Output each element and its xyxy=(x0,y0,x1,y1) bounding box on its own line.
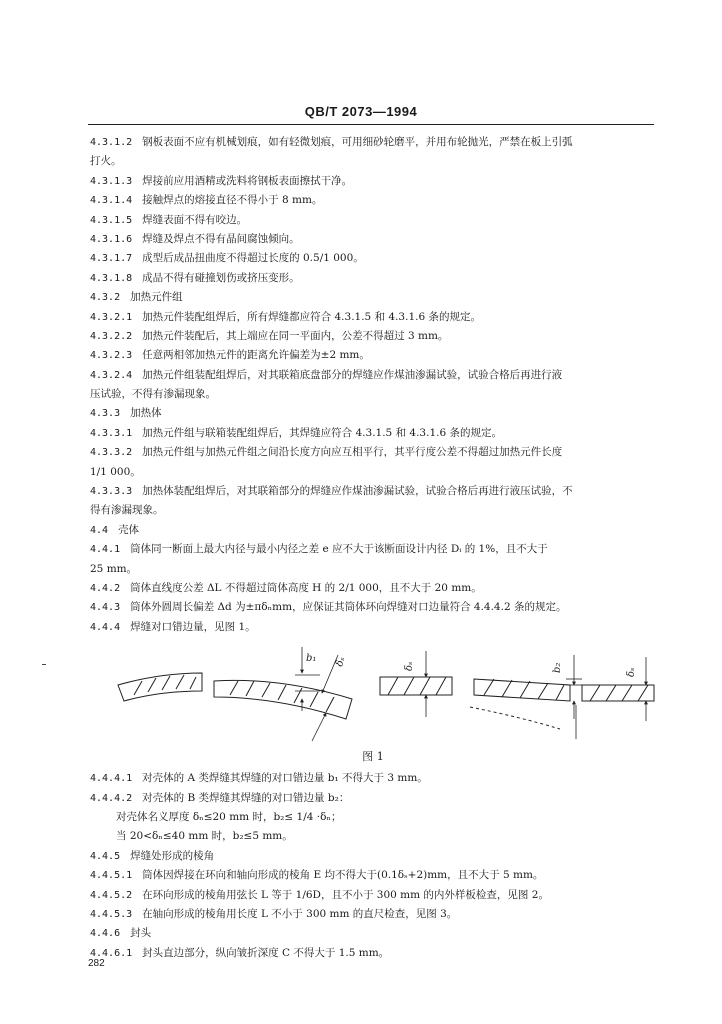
text-line xyxy=(90,404,656,423)
label-delta-s-middle: δₛ xyxy=(404,661,415,672)
clause-number: 4.4.3 xyxy=(90,602,121,614)
text-line xyxy=(90,133,656,152)
header-rule xyxy=(88,124,654,125)
clause-text: 加热体装配组焊后，对其联箱部分的焊缝应作煤油渗漏试验，试验合格后再进行液压试验，不 xyxy=(142,485,573,498)
text-line xyxy=(90,269,656,288)
clause-text: 在轴向形成的棱角用长度 L 不小于 300 mm 的直尺检查，见图 3。 xyxy=(142,907,458,920)
text-line xyxy=(90,230,656,249)
clause-number: 4.4.4 xyxy=(90,621,121,633)
text-line xyxy=(90,424,656,443)
b2-dimension xyxy=(426,651,646,739)
clause-text: 打火。 xyxy=(90,155,122,168)
clause-text: 成品不得有碰撞划伤或挤压变形。 xyxy=(142,271,300,284)
clause-text: 加热元件组与加热元件组之间沿长度方向应互相平行，其平行度公差不得超过加热元件长度 xyxy=(142,446,563,459)
text-line xyxy=(90,327,656,346)
text-line xyxy=(90,944,656,963)
clause-text: 当 20<δₙ≤40 mm 时，b₂≤5 mm。 xyxy=(116,830,293,843)
clause-number: 4.4.2 xyxy=(90,582,121,594)
text-line xyxy=(90,191,656,210)
clause-number: 4.3.2.2 xyxy=(90,330,133,342)
clause-text: 焊缝及焊点不得有晶间腐蚀倾向。 xyxy=(142,232,300,245)
clause-text: 筒体直线度公差 ΔL 不得超过筒体高度 H 的 2/1 000，且不大于 20 mm。 xyxy=(130,581,482,594)
text-line xyxy=(90,924,656,943)
text-line xyxy=(90,288,656,307)
clause-text: 封头直边部分，纵向皱折深度 C 不得大于 1.5 mm。 xyxy=(142,946,390,959)
page-header: QB/T 2073—1994 xyxy=(304,104,418,119)
text-line xyxy=(90,346,656,365)
clause-text: 对壳体名义厚度 δₙ≤20 mm 时，b₂≤ 1/4 ·δₙ； xyxy=(116,810,342,823)
text-line xyxy=(90,443,656,462)
clause-number: 4.4.5.1 xyxy=(90,870,133,882)
flat-plate-right xyxy=(582,685,654,701)
text-line xyxy=(90,847,656,866)
clause-number: 4.3.1.5 xyxy=(90,214,133,226)
clause-text: 筒体外圆周长偏差 Δd 为±πδₙmm，应保证其筒体环向焊缝对口边量符合 4.4.4.2 条的规定。 xyxy=(130,601,567,614)
label-delta-s-right: δₛ xyxy=(626,667,637,678)
clause-number: 4.3.2.1 xyxy=(90,311,133,323)
clause-number: 4.4.6 xyxy=(90,928,121,940)
clause-number: 4.4.5 xyxy=(90,850,121,862)
clause-number: 4.3.2.3 xyxy=(90,350,133,362)
flat-plate-middle-left xyxy=(380,677,452,695)
clause-number: 4.3.3.3 xyxy=(90,486,133,498)
clause-text: 在环向形成的棱角用弦长 L 等于 1/6D，且不小于 300 mm 的内外样板检查，见图 2。 xyxy=(142,888,549,901)
clause-text: 接触焊点的熔接直径不得小于 8 mm。 xyxy=(142,194,323,207)
figure-caption: 图 1 xyxy=(362,750,384,764)
flat-plate-middle-right xyxy=(470,679,570,729)
clause-text: 筒体同一断面上最大内径与最小内径之差 e 应不大于该断面设计内径 Dᵢ 的 1%，且不大于 xyxy=(130,543,548,556)
clause-number: 4.3.3 xyxy=(90,408,121,420)
clause-text: 成型后成品扭曲度不得超过长度的 0.5/1 000。 xyxy=(142,252,364,265)
clause-number: 4.4.4.1 xyxy=(90,773,133,785)
clause-text: 对壳体的 A 类焊缝其焊缝的对口错边量 b₁ 不得大于 3 mm。 xyxy=(142,772,428,785)
text-line xyxy=(90,598,656,617)
text-line xyxy=(90,540,656,559)
text-line xyxy=(90,789,656,808)
clause-text: 压试验，不得有渗漏现象。 xyxy=(90,388,216,401)
text-line xyxy=(90,482,656,501)
text-line xyxy=(90,501,656,520)
text-line xyxy=(90,521,656,540)
clause-number: 4.3.3.1 xyxy=(90,427,133,439)
clause-text: 筒体因焊接在环向和轴向形成的棱角 E 均不得大于(0.1δₛ+2)mm，且不大于 5 mm。 xyxy=(142,869,544,882)
clause-number: 4.3.1.6 xyxy=(90,233,133,245)
clause-number: 4.3.2.4 xyxy=(90,369,133,381)
margin-mark xyxy=(42,664,46,665)
clause-number: 4.4 xyxy=(90,524,109,536)
clause-text: 对壳体的 B 类焊缝其焊缝的对口错边量 b₂： xyxy=(142,791,350,804)
text-line xyxy=(90,827,656,846)
label-b1: b₁ xyxy=(306,653,317,665)
clause-text: 加热元件装配后，其上端应在同一平面内，公差不得超过 3 mm。 xyxy=(142,329,449,342)
clause-text: 任意两相邻加热元件的距离允许偏差为±2 mm。 xyxy=(142,349,370,362)
text-line xyxy=(90,172,656,191)
text-line xyxy=(90,905,656,924)
label-b2: b₂ xyxy=(552,662,563,674)
label-delta-s-left: δₛ xyxy=(334,656,348,668)
clause-text: 壳体 xyxy=(118,523,140,536)
clause-number: 4.3.2 xyxy=(90,292,121,304)
clause-number: 4.4.6.1 xyxy=(90,947,133,959)
clause-text: 封头 xyxy=(130,927,152,940)
text-line xyxy=(90,385,656,404)
clause-number: 4.3.1.8 xyxy=(90,272,133,284)
clause-number: 4.3.3.2 xyxy=(90,447,133,459)
document-body xyxy=(90,133,656,963)
clause-text: 加热元件组与联箱装配组焊后，其焊缝应符合 4.3.1.5 和 4.3.1.6 条的规定。 xyxy=(142,426,502,439)
clause-text: 25 mm。 xyxy=(90,562,138,575)
text-block-bottom xyxy=(90,769,656,963)
clause-text: 焊缝处形成的棱角 xyxy=(130,849,215,862)
clause-text: 加热元件装配组焊后，所有焊缝都应符合 4.3.1.5 和 4.3.1.6 条的规定。 xyxy=(142,310,481,323)
clause-text: 焊接前应用酒精或洗料将钢板表面擦拭干净。 xyxy=(142,174,353,187)
clause-text: 焊缝对口错边量，见图 1。 xyxy=(130,620,256,633)
text-line xyxy=(90,152,656,171)
text-line xyxy=(90,866,656,885)
clause-text: 加热元件组 xyxy=(130,291,183,304)
curved-plate-right xyxy=(214,681,352,720)
clause-number: 4.4.5.3 xyxy=(90,908,133,920)
clause-number: 4.3.1.7 xyxy=(90,253,133,265)
text-line xyxy=(90,886,656,905)
clause-text: 加热元件组装配组焊后，对其联箱底盘部分的焊缝应作煤油渗漏试验，试验合格后再进行液 xyxy=(142,368,563,381)
clause-text: 钢板表面不应有机械划痕，如有轻微划痕，可用细砂轮磨平，并用布轮抛光，严禁在板上引弧 xyxy=(142,136,573,148)
text-line xyxy=(90,249,656,268)
text-line xyxy=(90,618,656,637)
weld-misalignment-diagram xyxy=(90,637,656,745)
clause-text: 加热体 xyxy=(130,407,162,420)
text-line xyxy=(90,463,656,482)
text-line xyxy=(90,211,656,230)
text-line xyxy=(90,808,656,827)
clause-number: 4.3.1.3 xyxy=(90,175,133,187)
clause-text: 1/1 000。 xyxy=(90,465,141,478)
text-block-top xyxy=(90,133,656,637)
figure-1 xyxy=(90,637,656,745)
page-number: 282 xyxy=(88,958,105,969)
text-line xyxy=(90,560,656,579)
clause-number: 4.4.1 xyxy=(90,544,121,556)
clause-text: 焊缝表面不得有咬边。 xyxy=(142,213,248,226)
text-line xyxy=(90,308,656,327)
clause-number: 4.4.5.2 xyxy=(90,889,133,901)
clause-number: 4.4.4.2 xyxy=(90,792,133,804)
clause-text: 得有渗漏现象。 xyxy=(90,504,164,517)
text-line xyxy=(90,579,656,598)
text-line xyxy=(90,366,656,385)
curved-plate-left xyxy=(118,673,202,701)
text-line xyxy=(90,769,656,788)
clause-number: 4.3.1.4 xyxy=(90,195,133,207)
clause-number: 4.3.1.2 xyxy=(90,137,133,148)
